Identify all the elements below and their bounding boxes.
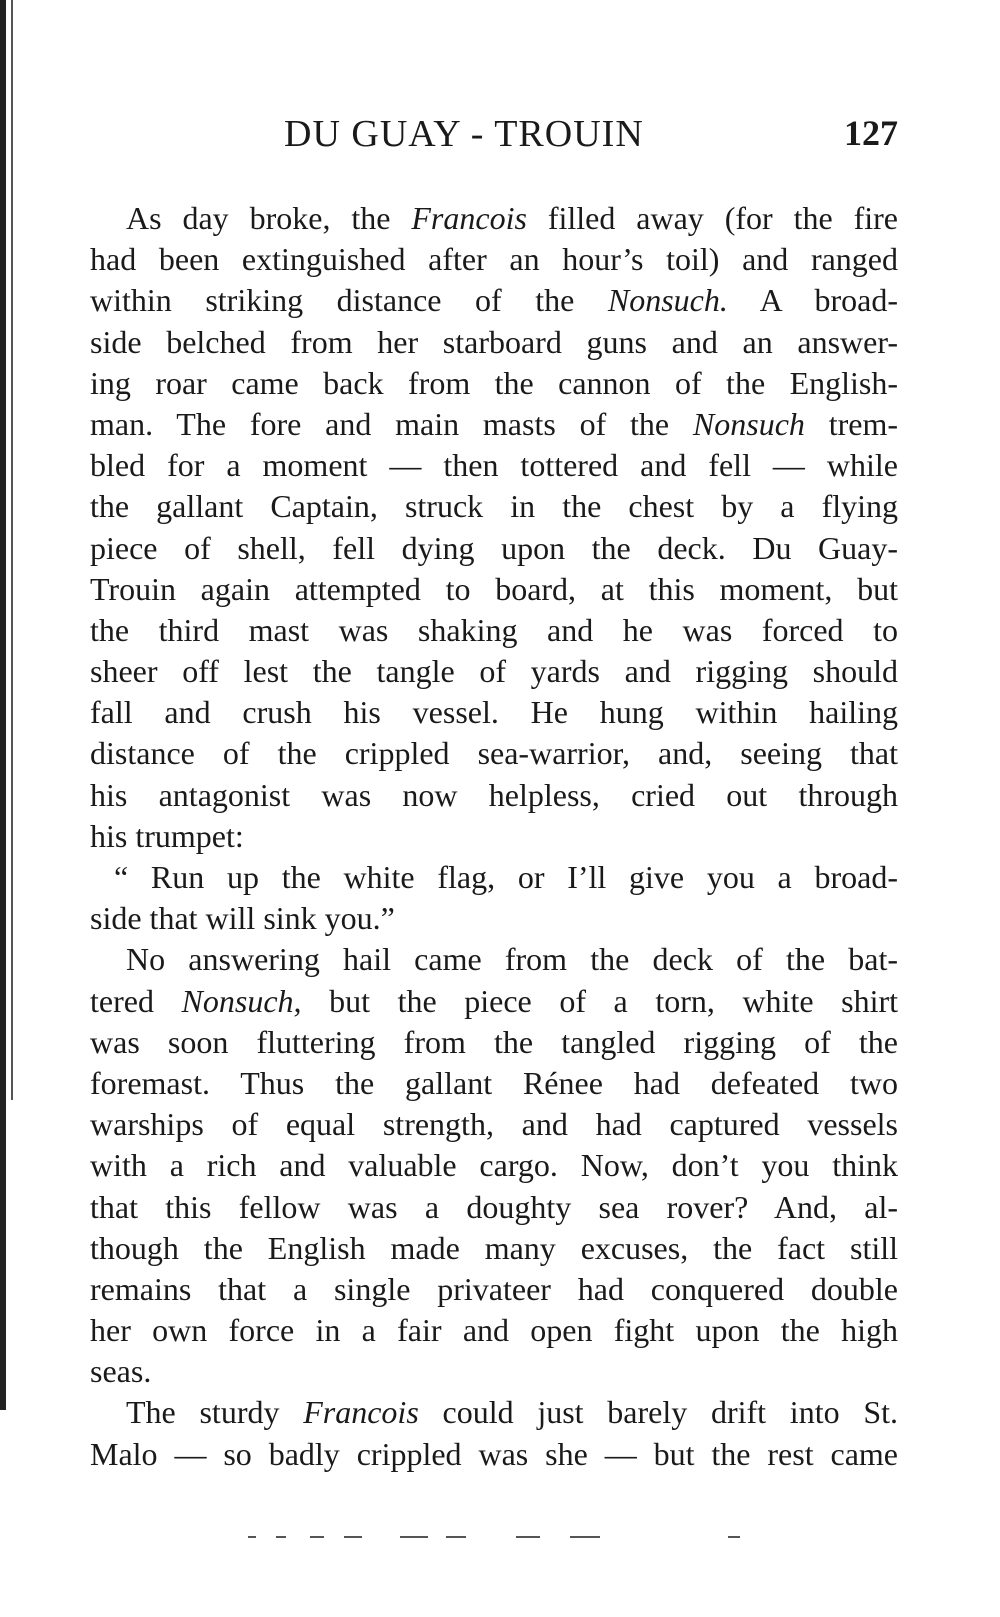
text-line: man. The fore and main masts of the Nonsuch trem-	[90, 405, 899, 442]
text-line: his trumpet:	[90, 817, 244, 854]
page-number: 127	[844, 113, 898, 153]
text-line: remains that a single privateer had conquered double	[90, 1270, 898, 1307]
ship-name: Francois	[411, 200, 527, 236]
binding-edge	[0, 0, 6, 1410]
ship-name: Nonsuch.	[607, 282, 728, 319]
running-head	[90, 112, 898, 162]
text-line: though the English made many excuses, the fact still	[90, 1229, 898, 1266]
text-line: that this fellow was a doughty sea rover? And, al-	[90, 1188, 898, 1225]
text-line: within striking distance of the Nonsuch. A broad-	[90, 282, 899, 319]
text-line: ing roar came back from the cannon of the English-	[90, 364, 898, 401]
binding-edge-line	[11, 0, 13, 1100]
text-line: tered Nonsuch, but the piece of a torn, white shirt	[90, 982, 899, 1019]
text-line: had been extinguished after an hour’s toil) and ranged	[90, 241, 898, 278]
text-line: her own force in a fair and open fight upon the high	[90, 1312, 898, 1349]
text-line: was soon fluttering from the tangled rigging of the	[90, 1023, 898, 1060]
text-line: “ Run up the white flag, or I’ll give you a broad-	[114, 859, 898, 895]
text-line: Malo — so badly crippled was she — but the rest came	[90, 1435, 898, 1472]
text-line: The sturdy Francois could just barely drift into St.	[126, 1394, 899, 1431]
text-line: No answering hail came from the deck of the bat-	[126, 941, 898, 978]
body-text	[90, 198, 898, 1475]
text-line: his antagonist was now helpless, cried out through	[90, 776, 898, 813]
text-line: warships of equal strength, and had captured vessels	[90, 1106, 898, 1143]
text-line: As day broke, the Francois filled away (for the fire	[126, 200, 899, 236]
ship-name: Nonsuch	[692, 405, 805, 442]
running-title: DU GUAY - TROUIN	[284, 113, 644, 155]
text-line: side that will sink you.”	[90, 900, 395, 937]
text-line: seas.	[90, 1353, 152, 1390]
text-line: side belched from her starboard guns and an answer-	[90, 323, 898, 360]
ship-name: Nonsuch,	[181, 982, 302, 1019]
text-line: foremast. Thus the gallant Rénee had defeated two	[90, 1064, 898, 1101]
text-line: bled for a moment — then tottered and fell — while	[90, 447, 898, 484]
ship-name: Francois	[303, 1394, 419, 1431]
bleed-through-marks	[240, 1536, 760, 1542]
text-line: Trouin again attempted to board, at this moment, but	[90, 570, 898, 607]
text-line: the third mast was shaking and he was forced to	[90, 611, 898, 648]
text-line: piece of shell, fell dying upon the deck. Du Guay-	[90, 529, 898, 566]
text-line: fall and crush his vessel. He hung within hailing	[90, 694, 898, 731]
text-line: distance of the crippled sea-warrior, and, seeing that	[90, 735, 898, 772]
text-line: the gallant Captain, struck in the chest by a flying	[90, 488, 898, 525]
text-line: with a rich and valuable cargo. Now, don’t you think	[90, 1147, 898, 1184]
text-line: sheer off lest the tangle of yards and rigging should	[90, 653, 898, 690]
